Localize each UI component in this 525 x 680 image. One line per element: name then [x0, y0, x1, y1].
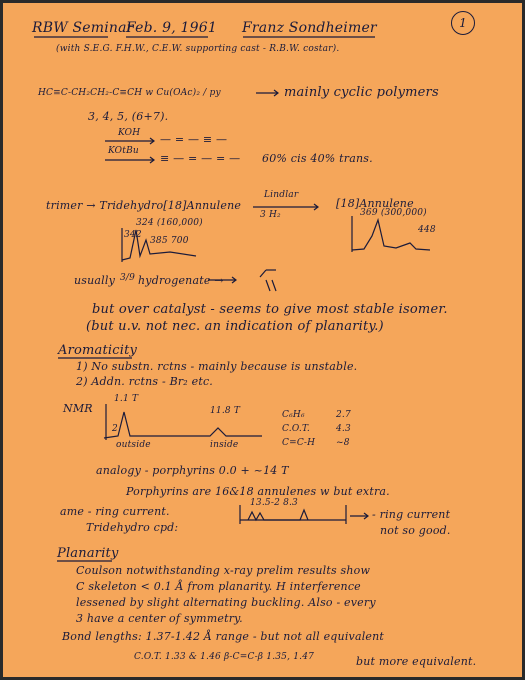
- aromaticity-heading: Aromaticity: [58, 343, 138, 358]
- nmr-integral: 2: [112, 424, 118, 434]
- porphyrin-analogy: analogy - porphyrins 0.0 + ~14 T: [96, 464, 289, 477]
- speaker-name: Franz Sondheimer: [242, 20, 377, 36]
- kotbu-product: ≡ — = — = —: [160, 152, 241, 165]
- cis-trans-ratio: 60% cis 40% trans.: [262, 152, 373, 165]
- nmr-label: NMR: [63, 402, 93, 415]
- kotbu-label: KOtBu: [108, 146, 139, 156]
- ring-current-label: ame - ring current.: [60, 505, 170, 518]
- reaction-line: HC≡C-CH₂CH₂-C≡CH w Cu(OAc)₂ / py: [38, 88, 221, 98]
- uv-peak-369: 369 (300,000): [360, 208, 427, 218]
- usually-label: usually: [74, 274, 116, 287]
- ring-current-note: - ring current: [372, 508, 451, 521]
- tridehydro-label: Tridehydro cpd:: [86, 521, 179, 534]
- nmr-ref-name-3: C=C-H: [282, 438, 316, 448]
- more-equivalent: but more equivalent.: [356, 655, 477, 668]
- lindlar-label: Lindlar: [264, 190, 299, 200]
- page-number: 1: [451, 11, 475, 35]
- koh-product: — = — ≡ —: [160, 133, 228, 146]
- trimer-line: trimer → Tridehydro[18]Annulene: [46, 199, 242, 212]
- nmr-ref-value-2: 4.3: [336, 424, 351, 434]
- nmr-peak-left: 1.1 T: [114, 394, 139, 404]
- aromaticity-item-2: 2) Addn. rctns - Br₂ etc.: [76, 375, 214, 388]
- nmr-peak-right: 11.8 T: [210, 406, 241, 416]
- cot-bond-lengths: C.O.T. 1.33 & 1.46 β-C=C-β 1.35, 1.47: [134, 652, 315, 662]
- uv-peak-342: 342: [124, 230, 142, 240]
- ring-current-spectrum: [248, 510, 308, 520]
- nmr-ref-name-1: C₆H₆: [282, 410, 305, 420]
- planarity-heading: Planarity: [57, 546, 119, 561]
- porphyrin-annulenes: Porphyrins are 16&18 annulenes w but extra.: [126, 485, 390, 498]
- uv-peak-385: 385 700: [150, 236, 189, 246]
- nmr-inside: inside: [210, 440, 239, 450]
- koh-label: KOH: [118, 128, 141, 138]
- nmr-ref-name-2: C.O.T.: [282, 424, 310, 434]
- reaction-result: mainly cyclic polymers: [284, 85, 439, 100]
- ring-sizes: 3, 4, 5, (6+7).: [88, 110, 169, 123]
- planarity-line-4: 3 have a center of symmetry.: [76, 612, 243, 625]
- nmr-outside: outside: [116, 440, 151, 450]
- not-so-good: not so good.: [380, 524, 451, 537]
- uv-peak-324: 324 (160,000): [136, 218, 203, 228]
- annulene-product: [18]Annulene: [336, 197, 414, 210]
- catalyst-note: but over catalyst - seems to give most stable isomer.: [92, 302, 448, 317]
- planarity-line-2: C skeleton < 0.1 Å from planarity. H interference: [76, 580, 361, 593]
- bond-lengths: Bond lengths: 1.37-1.42 Å range - but not all equivalent: [62, 630, 385, 643]
- planarity-line-3: lessened by slight alternating buckling. Also - every: [76, 596, 376, 609]
- supporting-cast: (with S.E.G. F.H.W., C.E.W. supporting cast - R.B.W. costar).: [56, 44, 340, 54]
- uv-planarity-note: (but u.v. not nec. an indication of planarity.): [86, 319, 384, 334]
- nmr-ref-value-3: ~8: [336, 438, 350, 448]
- planarity-line-1: Coulson notwithstanding x-ray prelim results show: [76, 564, 371, 577]
- h2-label: 3 H₂: [260, 210, 281, 220]
- seminar-date: Feb. 9, 1961: [126, 20, 217, 36]
- nmr-ref-value-1: 2.7: [336, 410, 351, 420]
- aromaticity-item-1: 1) No substn. rctns - mainly because is unstable.: [76, 360, 358, 373]
- hydrogenate-label: hydrogenate →: [138, 274, 224, 287]
- spectrum-labels: 13.5-2 8.3: [250, 498, 298, 508]
- usually-fraction: 3/9: [120, 273, 136, 283]
- uv-peak-448: 448: [418, 225, 436, 235]
- seminar-title: RBW Seminar: [32, 20, 134, 36]
